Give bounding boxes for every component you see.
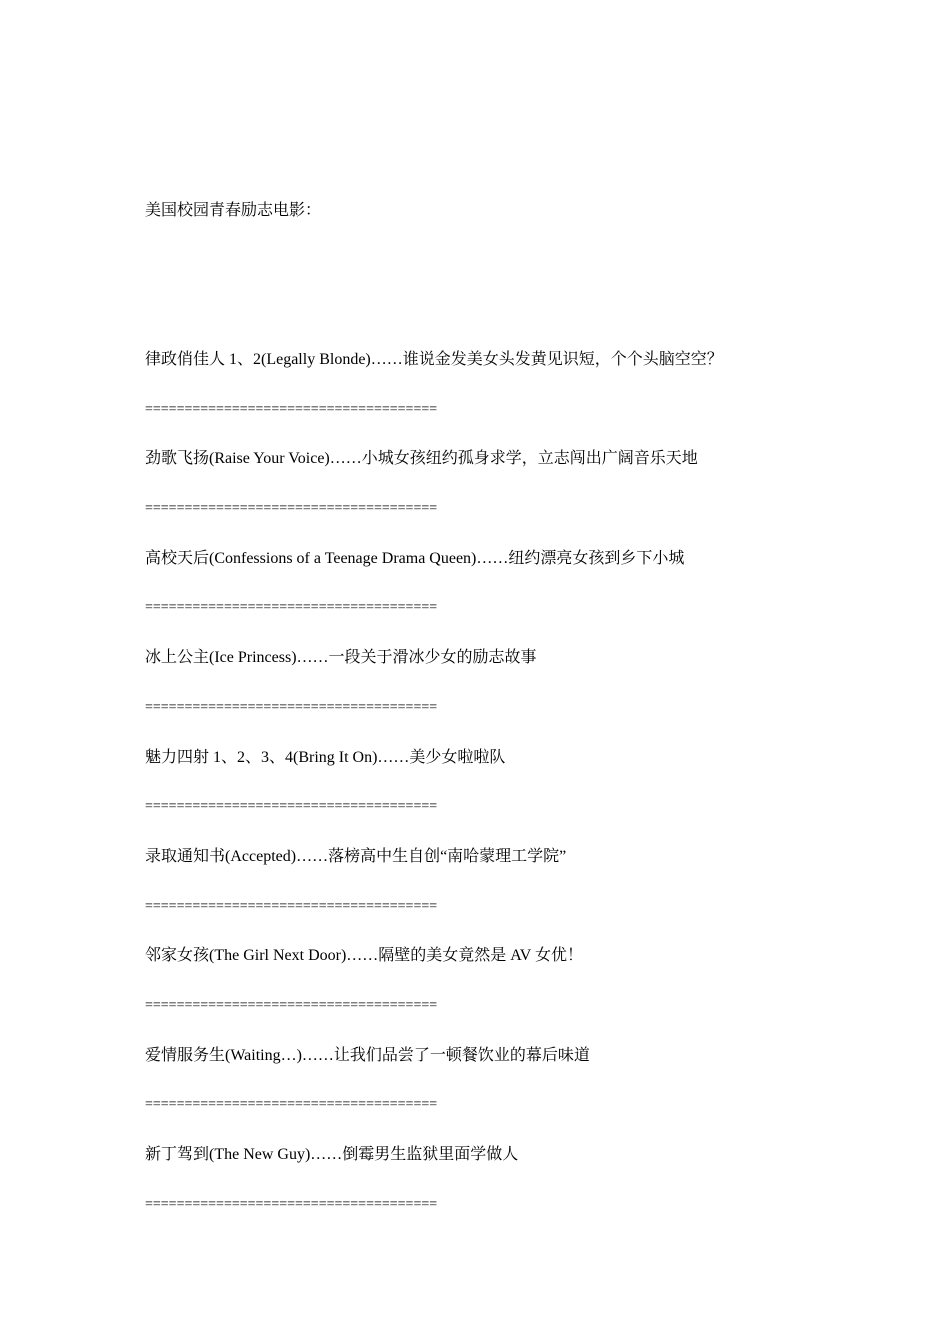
list-item <box>145 448 865 520</box>
movie-entry: 爱情服务生(Waiting…)……让我们品尝了一顿餐饮业的幕后味道 <box>145 1046 590 1064</box>
movie-list <box>145 349 865 1243</box>
separator-line: ===================================== <box>145 799 438 815</box>
movie-entry: 高校天后(Confessions of a Teenage Drama Queen)……纽约漂亮女孩到乡下小城 <box>145 549 685 567</box>
list-item <box>145 548 865 620</box>
separator-line: ===================================== <box>145 699 438 715</box>
movie-entry: 劲歌飞扬(Raise Your Voice)……小城女孩纽约孤身求学，立志闯出广阔音乐天地 <box>145 450 698 468</box>
list-item <box>145 846 865 918</box>
separator-line: ===================================== <box>145 1097 438 1113</box>
separator-line: ===================================== <box>145 401 438 417</box>
list-item <box>145 1045 865 1117</box>
list-item <box>145 747 865 819</box>
movie-entry: 冰上公主(Ice Princess)……一段关于滑冰少女的励志故事 <box>145 649 537 667</box>
separator-line: ===================================== <box>145 1196 438 1212</box>
movie-entry: 魅力四射 1、2、3、4(Bring It On)……美少女啦啦队 <box>145 748 506 766</box>
movie-entry: 录取通知书(Accepted)……落榜高中生自创“南哈蒙理工学院” <box>145 847 567 865</box>
document-heading: 美国校园青春励志电影： <box>145 202 322 219</box>
list-item <box>145 1144 865 1216</box>
movie-entry: 新丁驾到(The New Guy)……倒霉男生监狱里面学做人 <box>145 1146 519 1163</box>
separator-line: ===================================== <box>145 898 438 914</box>
separator-line: ===================================== <box>145 600 438 616</box>
list-item <box>145 647 865 719</box>
separator-line: ===================================== <box>145 997 438 1013</box>
list-item <box>145 349 865 421</box>
separator-line: ===================================== <box>145 501 438 517</box>
list-item <box>145 945 865 1017</box>
movie-entry: 邻家女孩(The Girl Next Door)……隔壁的美女竟然是 AV 女优！ <box>145 947 584 965</box>
movie-entry: 律政俏佳人 1、2(Legally Blonde)……谁说金发美女头发黄见识短，个个头脑空空？ <box>145 351 723 368</box>
